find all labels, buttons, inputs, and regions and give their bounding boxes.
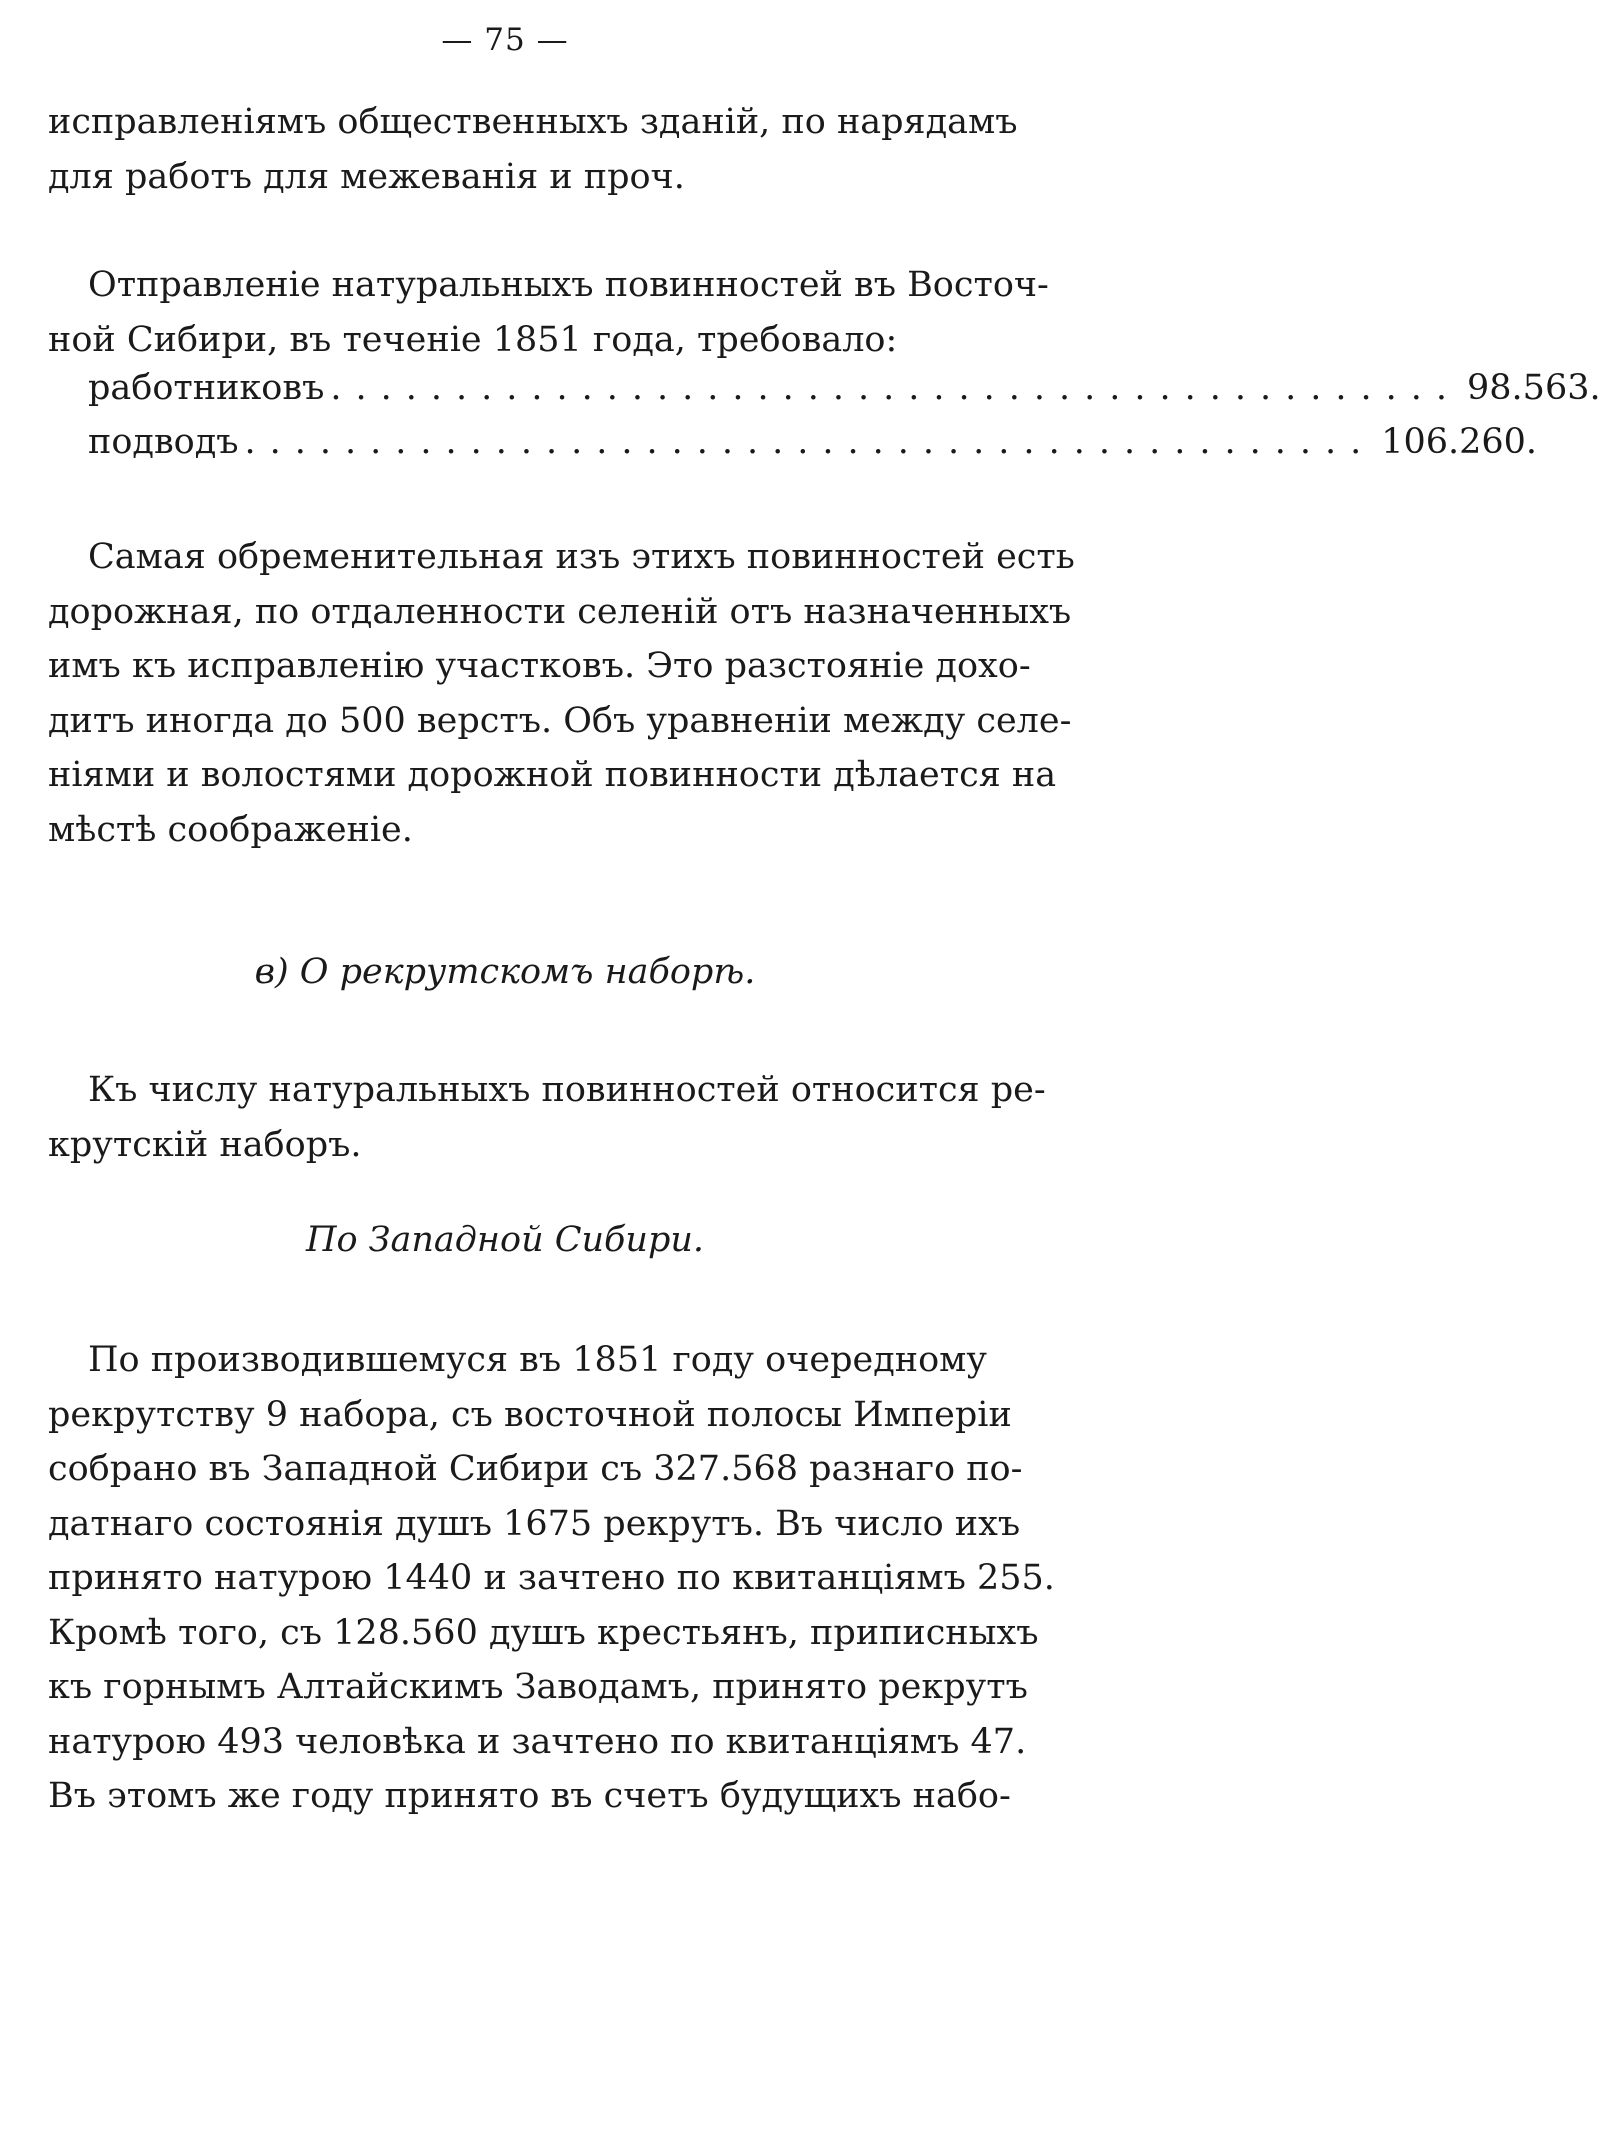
requirement-label: подводъ [88, 422, 239, 462]
requirement-value: 106.260. [1381, 422, 1538, 462]
text-line: дорожная, по отдаленности селеній отъ назначенныхъ [48, 591, 1072, 632]
requirement-label: работниковъ [88, 368, 325, 408]
page-number: — 75 — [441, 22, 569, 58]
text-line: собрано въ Западной Сибири съ 327.568 разнаго по- [48, 1449, 1023, 1489]
section-heading-west-siberia: По Западной Сибири. [305, 1220, 705, 1260]
leader-dots: ............................................. [330, 368, 1462, 408]
text-line: къ горнымъ Алтайскимъ Заводамъ, принято рекрутъ [48, 1667, 1028, 1707]
text-line: Кромѣ того, съ 128.560 душъ крестьянъ, приписныхъ [48, 1612, 1039, 1653]
requirement-value: 98.563. [1467, 368, 1601, 408]
text-line: Отправленіе натуральныхъ повинностей въ Восточ- [88, 265, 1049, 305]
text-line: натурою 493 человѣка и зачтено по квитанціямъ 47. [48, 1721, 1027, 1762]
text-line: датнаго состоянія душъ 1675 рекрутъ. Въ число ихъ [48, 1503, 1021, 1544]
paragraph-recruit [48, 1063, 1046, 1172]
text-line: Самая обременительная изъ этихъ повинностей есть [88, 537, 1075, 577]
paragraph-road-duty [48, 530, 1075, 857]
text-line: Въ этомъ же году принято въ счетъ будущихъ набо- [48, 1776, 1011, 1816]
text-line: для работъ для межеванія и проч. [48, 156, 685, 197]
paragraph-west-siberia [48, 1333, 1055, 1824]
text-line: По производившемуся въ 1851 году очередному [88, 1340, 987, 1380]
section-heading-recruit: в) О рекрутскомъ наборѣ. [254, 952, 756, 992]
text-line: рекрутству 9 набора, съ восточной полосы Имперіи [48, 1394, 1012, 1435]
requirement-row-carts [88, 422, 1538, 462]
text-line: ніями и волостями дорожной повинности дѣлается на [48, 755, 1057, 795]
text-line: принято натурою 1440 и зачтено по квитанціямъ 255. [48, 1558, 1055, 1598]
text-line: ной Сибири, въ теченіе 1851 года, требовало: [48, 319, 898, 360]
text-line: исправленіямъ общественныхъ зданій, по нарядамъ [48, 102, 1018, 142]
paragraph-dispatch [48, 258, 1049, 367]
text-line: имъ къ исправленію участковъ. Это разстояніе дохо- [48, 646, 1031, 686]
text-line: Къ числу натуральныхъ повинностей относится ре- [88, 1070, 1046, 1110]
text-line: мѣстѣ соображеніе. [48, 809, 413, 850]
text-line: крутскій наборъ. [48, 1124, 362, 1165]
paragraph-continuation [48, 95, 1018, 204]
text-line: дитъ иногда до 500 верстъ. Объ уравненіи между селе- [48, 700, 1072, 741]
leader-dots: ............................................. [244, 422, 1376, 462]
requirement-row-workers [88, 368, 1601, 408]
